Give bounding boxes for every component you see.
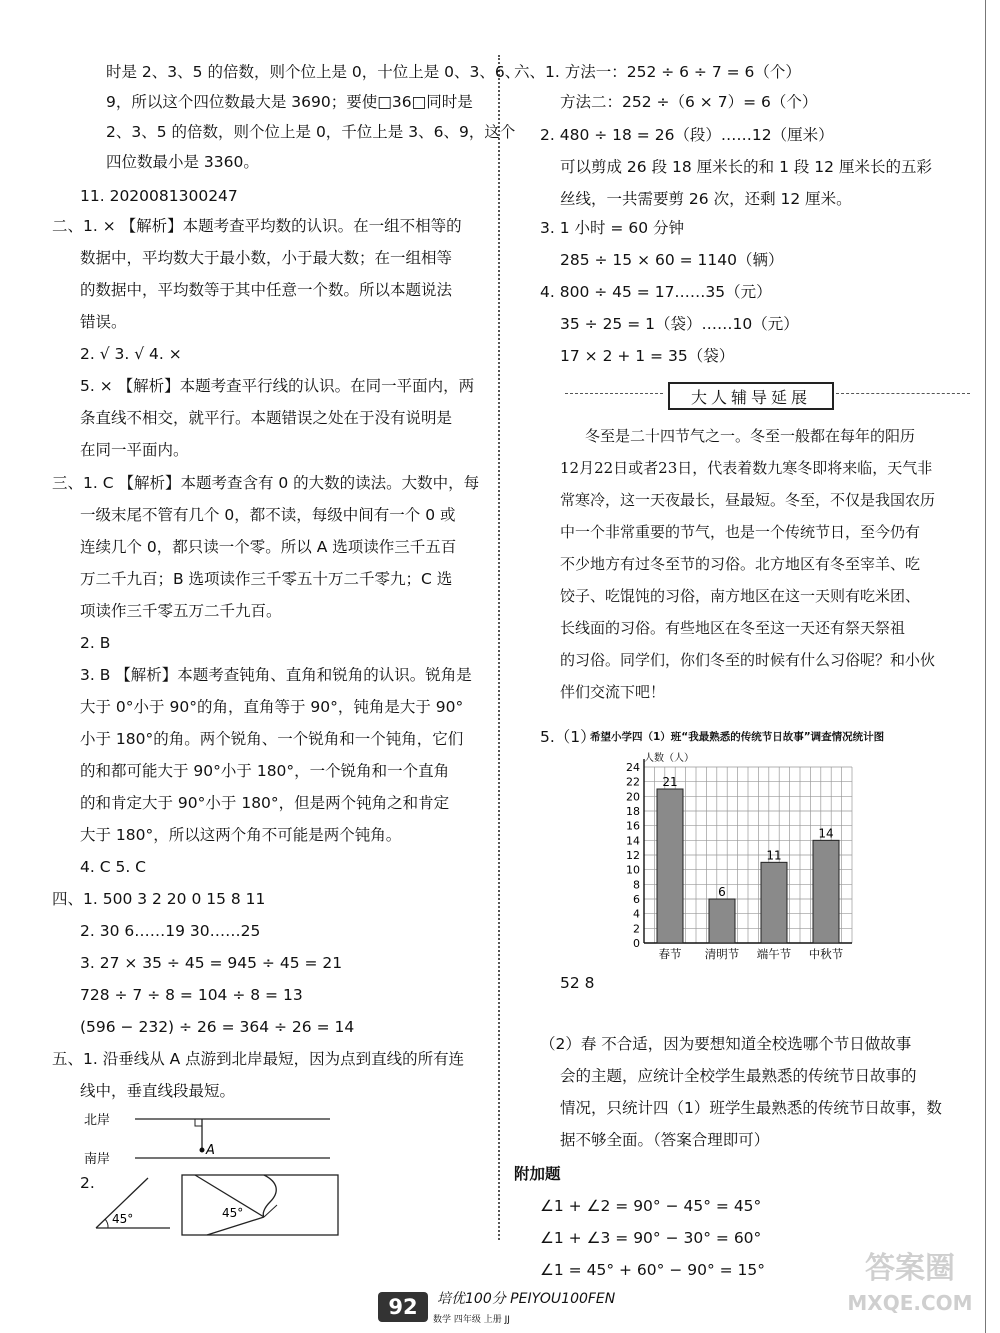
section-heading: 附加题 [514, 1165, 561, 1183]
y-tick-label: 16 [626, 819, 640, 833]
text-line: 4. C 5. C [80, 858, 147, 876]
text-line: 一级末尾不管有几个 0，都不读，每级中间有一个 0 或 [80, 506, 456, 524]
text-line: 五、1. 沿垂线从 A 点游到北岸最短，因为点到直线的所有连 [52, 1050, 465, 1068]
text-line: 小于 180°的角。两个锐角、一个锐角和一个钝角，它们 [80, 730, 464, 748]
text-line: 条直线不相交，就平行。本题错误之处在于没有说明是 [80, 409, 453, 427]
text-line: 大于 180°，所以这两个角不可能是两个钝角。 [80, 826, 402, 844]
text-line: 的数据中，平均数等于其中任意一个数。所以本题说法 [80, 281, 453, 299]
essay-line: 的习俗。同学们，你们冬至的时候有什么习俗呢？和小伙 [560, 651, 936, 669]
text-line: 2. √ 3. √ 4. × [80, 345, 182, 363]
right-angle-mark [195, 1119, 202, 1126]
y-tick-label: 20 [626, 790, 640, 804]
bar-value-label: 14 [818, 826, 834, 841]
text-line: 数据中，平均数大于最小数，小于最大数；在一组相等 [80, 249, 453, 267]
text-line: 错误。 [80, 313, 127, 331]
bar-chart [612, 745, 857, 965]
essay-line: 常寒冷，这一天夜最长，昼最短。冬至，不仅是我国农历 [560, 491, 936, 509]
essay-line: 饺子、吃馄饨的习俗，南方地区在这一天则有吃米团、 [560, 587, 921, 605]
south-bank-label: 南岸 [84, 1152, 111, 1167]
text-line: 17 × 2 + 1 = 35（袋） [560, 347, 735, 365]
text-line: 项读作三千零五万二千九百。 [80, 602, 282, 620]
text-line: 万二千九百；B 选项读作三千零五十万二千零九；C 选 [80, 570, 453, 588]
y-tick-label: 14 [626, 834, 640, 848]
divider [836, 393, 970, 394]
text-line: 11. 2020081300247 [80, 187, 238, 205]
text-line: 3. B 【解析】本题考查钝角、直角和锐角的认识。锐角是 [80, 666, 472, 684]
text-line: 时是 2、3、5 的倍数，则个位上是 0，十位上是 0、3、6、 [106, 63, 521, 81]
text-line: ∠1 + ∠3 = 90° − 30° = 60° [540, 1229, 762, 1247]
angle-label: 45° [112, 1212, 134, 1226]
watermark [840, 1252, 980, 1330]
text-line: 会的主题，应统计全校学生最熟悉的传统节日故事的 [560, 1067, 917, 1085]
north-bank-label: 北岸 [84, 1113, 111, 1128]
text-line: 二、1. × 【解析】本题考查平均数的认识。在一组不相等的 [52, 217, 462, 235]
section-banner: 大人辅导延展 [668, 382, 834, 410]
text-line: 2. 30 6……19 30……25 [80, 922, 261, 940]
column-divider [498, 55, 500, 1240]
text-line: 三、1. C 【解析】本题考查含有 0 的大数的读法。大数中，每 [52, 474, 480, 492]
book-info: 数学 四年级 上册 JJ [433, 1315, 510, 1325]
text-line: 六、1. 方法一：252 ÷ 6 ÷ 7 = 6（个） [514, 63, 801, 81]
answer-line: 52 8 [560, 974, 595, 992]
y-tick-label: 10 [626, 863, 640, 877]
text-line: 的和肯定大于 90°小于 180°，但是两个钝角之和肯定 [80, 794, 450, 812]
page-number: 92 [378, 1292, 428, 1322]
y-axis-label: 人数（人） [644, 753, 694, 764]
text-line: 在同一平面内。 [80, 441, 189, 459]
text-line: ∠1 + ∠2 = 90° − 45° = 45° [540, 1197, 762, 1215]
point-a-label: A [206, 1143, 215, 1158]
y-tick-label: 24 [626, 761, 640, 774]
x-tick-label: 春节 [658, 947, 682, 961]
text-line: 四位数最小是 3360。 [106, 153, 259, 171]
bar-中秋节 [813, 840, 839, 943]
brand-logo: 培优100分 PEIYOU100FEN [437, 1291, 616, 1307]
text-line: 5. × 【解析】本题考查平行线的认识。在同一平面内，两 [80, 377, 475, 395]
essay-line: 伴们交流下吧！ [560, 683, 666, 701]
essay-line: 12月22日或者23日，代表着数九寒冬即将来临，天气非 [560, 459, 933, 477]
x-tick-label: 中秋节 [808, 947, 844, 961]
text-line: 2. B [80, 634, 111, 652]
x-tick-label: 清明节 [704, 947, 740, 961]
text-line: 线中，垂直线段最短。 [80, 1082, 236, 1100]
essay-line: 不少地方有过冬至节的习俗。北方地区有冬至宰羊、吃 [560, 555, 921, 573]
bar-value-label: 6 [718, 885, 726, 899]
text-line: 728 ÷ 7 ÷ 8 = 104 ÷ 8 = 13 [80, 986, 303, 1004]
text-line: 据不够全面。（答案合理即可） [560, 1131, 770, 1149]
essay-line: 中一个非常重要的节气，也是一个传统节日，至今仍有 [560, 523, 921, 541]
text-line: 9，所以这个四位数最大是 3690；要使□36□同时是 [106, 93, 473, 111]
text-line: 方法二：252 ÷（6 × 7）= 6（个） [560, 93, 818, 111]
x-tick-label: 端午节 [756, 947, 792, 961]
text-line: 情况，只统计四（1）班学生最熟悉的传统节日故事，数 [560, 1099, 942, 1117]
text-line: 35 ÷ 25 = 1（袋）……10（元） [560, 315, 799, 333]
text-line: 4. 800 ÷ 45 = 17……35（元） [540, 283, 772, 301]
question-number: 5.（1） [540, 728, 596, 746]
essay-line: 冬至是二十四节气之一。冬至一般都在每年的阳历 [585, 427, 916, 445]
angle-arc [105, 1219, 108, 1228]
river-figure [80, 1110, 340, 1170]
y-tick-label: 18 [626, 805, 640, 818]
essay-line: 长线面的习俗。有些地区在冬至这一天还有祭天祭祖 [560, 619, 906, 637]
text-line: 四、1. 500 3 2 20 0 15 8 11 [52, 890, 266, 908]
angle-label: 45° [222, 1206, 244, 1220]
y-tick-label: 12 [626, 849, 640, 862]
bar-value-label: 11 [766, 848, 782, 863]
text-line: 3. 27 × 35 ÷ 45 = 945 ÷ 45 = 21 [80, 954, 343, 972]
bar-清明节 [709, 899, 735, 943]
bar-端午节 [761, 862, 787, 943]
text-line: (596 − 232) ÷ 26 = 364 ÷ 26 = 14 [80, 1018, 355, 1036]
text-line: 2. [80, 1174, 95, 1192]
text-line: 3. 1 小时 = 60 分钟 [540, 219, 684, 237]
y-tick-label: 8 [633, 878, 640, 892]
bar-value-label: 21 [662, 775, 678, 789]
bar-春节 [657, 789, 683, 943]
page-edge [985, 0, 986, 1333]
text-line: 285 ÷ 15 × 60 = 1140（辆） [560, 251, 784, 269]
point-a [200, 1148, 205, 1153]
chart-title: 希望小学四（1）班“我最熟悉的传统节日故事”调查情况统计图 [590, 731, 885, 743]
y-tick-label: 0 [633, 937, 640, 950]
text-line: 大于 0°小于 90°的角，直角等于 90°，钝角是大于 90° [80, 698, 464, 716]
y-tick-label: 2 [633, 922, 640, 936]
y-tick-label: 22 [626, 775, 640, 789]
text-line: 2. 480 ÷ 18 = 26（段）……12（厘米） [540, 126, 834, 144]
text-line: 丝线，一共需要剪 26 次，还剩 12 厘米。 [560, 190, 852, 208]
fold-curve [263, 1175, 276, 1217]
y-tick-label: 4 [633, 907, 640, 921]
text-line: ∠1 = 45° + 60° − 90° = 15° [540, 1261, 766, 1279]
text-line: 连续几个 0，都只读一个零。所以 A 选项读作三千五百 [80, 538, 457, 556]
watermark-url: MXQE.COM [847, 1291, 973, 1315]
y-tick-label: 6 [633, 893, 640, 906]
paper-rect [182, 1175, 338, 1235]
text-line: 可以剪成 26 段 18 厘米长的和 1 段 12 厘米长的五彩 [560, 158, 932, 176]
text-line: 的和都可能大于 90°小于 180°，一个锐角和一个直角 [80, 762, 450, 780]
divider [565, 393, 663, 394]
watermark-text: 答案圈 [865, 1251, 955, 1286]
text-line: 2、3、5 的倍数，则个位上是 0，千位上是 3、6、9，这个 [106, 123, 516, 141]
text-line: （2）春 不合适，因为要想知道全校选哪个节日做故事 [540, 1035, 912, 1053]
angle-figure [92, 1170, 342, 1240]
